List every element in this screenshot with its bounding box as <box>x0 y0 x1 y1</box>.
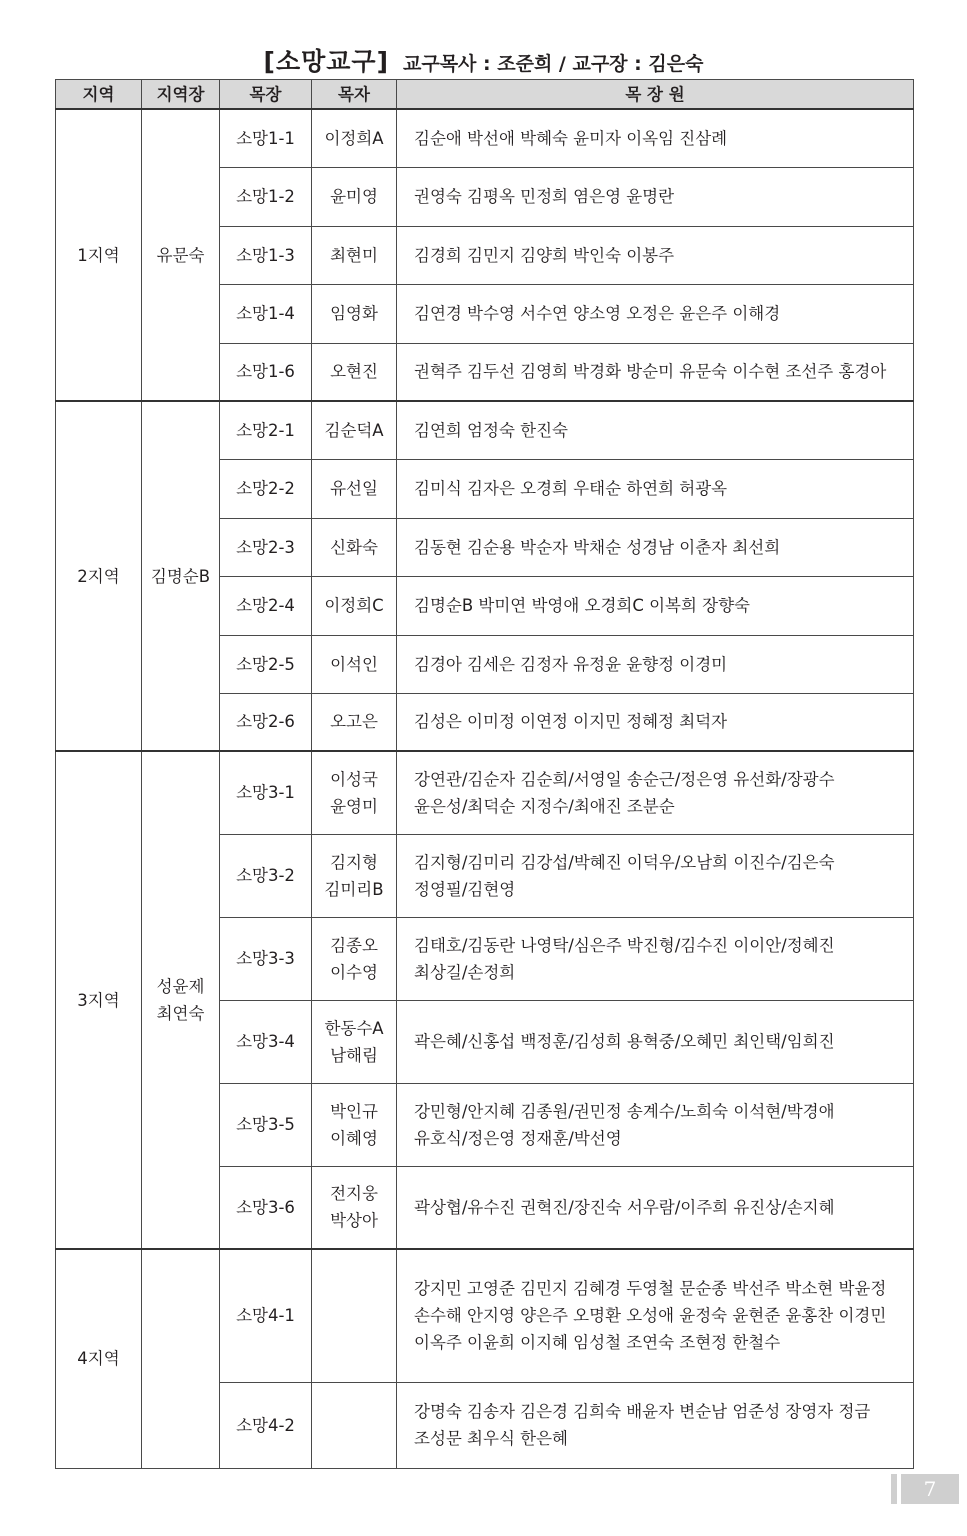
group-cell: 소망1-2 <box>220 167 312 226</box>
shepherd-cell <box>312 834 397 917</box>
district-leaders: 교구목사 : 조준희 / 교구장 : 김은숙 <box>403 53 704 75</box>
group-cell: 소망2-3 <box>220 518 312 576</box>
group-cell: 소망3-5 <box>220 1083 312 1166</box>
shepherd-name: 이수영 <box>330 962 378 982</box>
shepherd-cell <box>312 459 397 518</box>
members-cell <box>397 834 914 917</box>
shepherd-name: 남해림 <box>330 1045 378 1065</box>
members-cell <box>397 459 914 518</box>
members-line: 김미식 김자은 오경희 우태순 하연희 허광옥 <box>414 479 728 498</box>
region-cell: 1지역 <box>56 109 142 401</box>
region-leader-cell: 유문숙 <box>142 109 220 401</box>
table-row <box>56 1249 914 1382</box>
column-header-members: 목 장 원 <box>397 80 914 110</box>
members-line: 곽은혜/신홍섭 백정훈/김성희 용혁중/오혜민 최인택/임희진 <box>414 1032 835 1051</box>
shepherd-name: 이혜영 <box>330 1128 378 1148</box>
shepherd-name: 오고은 <box>330 712 378 732</box>
roster-body <box>56 109 914 1468</box>
members-cell <box>397 1000 914 1083</box>
group-cell: 소망3-4 <box>220 1000 312 1083</box>
members-cell <box>397 917 914 1000</box>
shepherd-name: 이성국 <box>330 769 378 789</box>
district-title: [소망교구] <box>263 47 389 76</box>
shepherd-name: 박상아 <box>330 1211 378 1231</box>
table-row <box>56 401 914 459</box>
members-line: 김연희 엄정숙 한진숙 <box>414 420 568 440</box>
members-cell <box>397 1249 914 1382</box>
page-number-tab <box>901 1474 959 1504</box>
group-cell: 소망4-2 <box>220 1382 312 1468</box>
region-cell: 2지역 <box>56 401 142 751</box>
shepherd-cell <box>312 1083 397 1166</box>
shepherd-cell <box>312 1000 397 1083</box>
group-cell: 소망2-1 <box>220 401 312 459</box>
shepherd-cell <box>312 1166 397 1249</box>
shepherd-name: 유선일 <box>330 479 378 498</box>
table-row <box>56 109 914 167</box>
members-cell <box>397 518 914 576</box>
members-cell <box>397 751 914 834</box>
members-line: 윤은성/최덕순 지정수/최애진 조분순 <box>414 796 675 816</box>
members-line: 이옥주 이윤희 이지혜 임성철 조연숙 조현정 한철수 <box>414 1333 781 1353</box>
column-header-region: 지역 <box>56 80 142 110</box>
shepherd-cell <box>312 226 397 284</box>
group-cell: 소망4-1 <box>220 1249 312 1382</box>
members-cell <box>397 693 914 751</box>
shepherd-name: 김지형 <box>330 852 378 872</box>
shepherd-name: 김미리B <box>324 879 384 899</box>
group-cell: 소망3-6 <box>220 1166 312 1249</box>
shepherd-cell <box>312 401 397 459</box>
members-cell <box>397 1083 914 1166</box>
members-line: 김태호/김동란 나영탁/심은주 박진형/김수진 이이안/정혜진 <box>414 935 835 955</box>
group-cell: 소망1-1 <box>220 109 312 167</box>
shepherd-name: 이석인 <box>330 654 378 674</box>
members-line: 유호식/정은영 정재훈/박선영 <box>414 1128 622 1148</box>
members-cell <box>397 109 914 167</box>
group-cell: 소망3-1 <box>220 751 312 834</box>
group-cell: 소망2-5 <box>220 635 312 693</box>
members-line: 김동현 김순용 박순자 박채순 성경남 이춘자 최선희 <box>414 537 781 557</box>
members-line: 권영숙 김평옥 민정희 염은영 윤명란 <box>414 187 675 206</box>
members-line: 김지형/김미리 김강섭/박혜진 이덕우/오남희 이진수/김은숙 <box>414 852 835 872</box>
members-line: 강연관/김순자 김순희/서영일 송순근/정은영 유선화/장광수 <box>414 769 835 789</box>
members-line: 김순애 박선애 박혜숙 윤미자 이옥임 진삼례 <box>414 128 728 148</box>
members-line: 강민형/안지혜 김종원/권민정 송계수/노희숙 이석현/박경애 <box>414 1101 835 1121</box>
table-header-row <box>56 80 914 110</box>
group-cell: 소망3-3 <box>220 917 312 1000</box>
shepherd-cell <box>312 284 397 343</box>
group-cell: 소망1-6 <box>220 343 312 401</box>
shepherd-cell <box>312 1382 397 1468</box>
members-cell <box>397 401 914 459</box>
members-line: 강지민 고영준 김민지 김혜경 두영철 문순종 박선주 박소현 박윤정 <box>414 1279 887 1299</box>
group-cell: 소망2-6 <box>220 693 312 751</box>
roster-table <box>55 79 914 1469</box>
shepherd-cell <box>312 1249 397 1382</box>
members-line: 김성은 이미정 이연정 이지민 정혜정 최덕자 <box>414 712 728 732</box>
region-leader-cell <box>142 1249 220 1468</box>
members-line: 손수해 안지영 양은주 오명환 오성애 윤정숙 윤현준 윤홍찬 이경민 <box>414 1306 887 1326</box>
shepherd-cell <box>312 343 397 401</box>
members-cell <box>397 1166 914 1249</box>
column-header-region-leader: 지역장 <box>142 80 220 110</box>
page-number: 7 <box>923 1477 937 1501</box>
members-line: 김경아 김세은 김정자 유정윤 윤향정 이경미 <box>414 654 728 674</box>
group-cell: 소망2-2 <box>220 459 312 518</box>
members-line: 정영필/김현영 <box>414 879 516 899</box>
region-leader-cell: 성윤제 최연숙 <box>142 751 220 1249</box>
shepherd-name: 오현진 <box>330 362 378 382</box>
members-cell <box>397 167 914 226</box>
shepherd-name: 윤영미 <box>330 796 378 816</box>
page-number-bar <box>891 1474 897 1504</box>
members-line: 김경희 김민지 김양희 박인숙 이봉주 <box>414 245 675 265</box>
members-line: 최상길/손정희 <box>414 962 516 982</box>
shepherd-cell <box>312 917 397 1000</box>
table-row <box>56 751 914 834</box>
shepherd-name: 한동수A <box>324 1018 384 1038</box>
shepherd-name: 최현미 <box>330 245 378 265</box>
region-leader-cell: 김명순B <box>142 401 220 751</box>
column-header-group: 목장 <box>220 80 312 110</box>
members-line: 강명숙 김송자 김은경 김희숙 배윤자 변순남 엄준성 장영자 정금 <box>414 1402 871 1421</box>
group-cell: 소망3-2 <box>220 834 312 917</box>
shepherd-cell <box>312 693 397 751</box>
group-cell: 소망1-4 <box>220 284 312 343</box>
members-cell <box>397 1382 914 1468</box>
shepherd-name: 임영화 <box>330 304 378 323</box>
region-cell: 4지역 <box>56 1249 142 1468</box>
page-title <box>0 42 967 82</box>
members-cell <box>397 284 914 343</box>
shepherd-name: 이정희C <box>324 596 384 615</box>
shepherd-name: 윤미영 <box>330 187 378 206</box>
shepherd-name: 이정희A <box>324 128 384 148</box>
shepherd-name: 박인규 <box>330 1101 378 1121</box>
region-cell: 3지역 <box>56 751 142 1249</box>
shepherd-name: 신화숙 <box>330 537 378 557</box>
members-line: 김연경 박수영 서수연 양소영 오정은 윤은주 이해경 <box>414 304 781 323</box>
members-cell <box>397 576 914 635</box>
shepherd-cell <box>312 167 397 226</box>
shepherd-name: 김순덕A <box>324 420 384 440</box>
members-cell <box>397 635 914 693</box>
members-line: 권혁주 김두선 김영희 박경화 방순미 유문숙 이수현 조선주 홍경아 <box>414 362 887 382</box>
members-line: 김명순B 박미연 박영애 오경희C 이복희 장향숙 <box>414 596 750 615</box>
members-line: 조성문 최우식 한은혜 <box>414 1429 568 1448</box>
shepherd-cell <box>312 109 397 167</box>
shepherd-cell <box>312 576 397 635</box>
shepherd-cell <box>312 751 397 834</box>
members-line: 곽상협/유수진 권혁진/장진숙 서우람/이주희 유진상/손지혜 <box>414 1197 835 1217</box>
members-cell <box>397 343 914 401</box>
shepherd-name: 김종오 <box>330 935 378 955</box>
group-cell: 소망2-4 <box>220 576 312 635</box>
members-cell <box>397 226 914 284</box>
shepherd-cell <box>312 518 397 576</box>
shepherd-cell <box>312 635 397 693</box>
column-header-shepherd: 목자 <box>312 80 397 110</box>
shepherd-name: 전지웅 <box>330 1184 378 1204</box>
group-cell: 소망1-3 <box>220 226 312 284</box>
